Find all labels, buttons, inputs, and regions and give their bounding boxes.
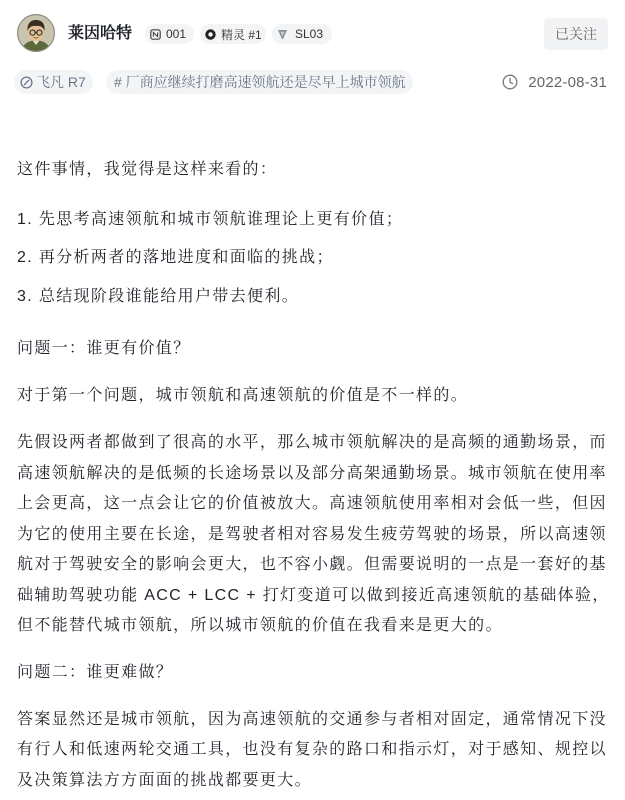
badge-elf-label: 精灵 #1 bbox=[221, 27, 262, 42]
question-one-paragraph-2: 先假设两者都做到了很高的水平，那么城市领航解决的是高频的通勤场景，而高速领航解决的是低频的长途场景以及部分高架通勤场景。城市领航在使用率上会更高，这一点会让它的价值被放大。高速领航使用率相对会低一些，但因为它的使用主要在长途，是驾驶者相对容易发生疲劳驾驶的场景，所以高速领航对于驾驶安全的影响会更大，也不容小觑。但需要说明的一点是一套好的基础辅助驾驶功能 ACC + LCC + 打灯变道可以做到接近高速领航的基础体验，但不能替代城市领航，所以城市领航的价值在我看来是更大的。 bbox=[17, 434, 610, 635]
car-series-label: 飞凡 R7 bbox=[36, 74, 86, 90]
shield-icon bbox=[277, 29, 288, 40]
badge-elf[interactable] bbox=[200, 24, 266, 44]
avatar[interactable] bbox=[17, 14, 55, 52]
car-series-icon bbox=[20, 76, 33, 89]
author-badges bbox=[145, 24, 332, 44]
follow-button[interactable]: 已关注 bbox=[544, 18, 608, 50]
car-series-tag[interactable] bbox=[14, 70, 93, 94]
badge-level[interactable] bbox=[272, 24, 332, 44]
topic-tag[interactable] bbox=[106, 70, 413, 94]
question-one-paragraph-1: 对于第一个问题，城市领航和高速领航的价值是不一样的。 bbox=[17, 386, 469, 404]
steps-list bbox=[17, 205, 615, 313]
question-two-heading: 问题二：谁更难做？ bbox=[17, 663, 174, 681]
topic-label: # 厂商应继续打磨高速领航还是尽早上城市领航 bbox=[114, 74, 406, 90]
elf-ring-icon bbox=[205, 29, 216, 40]
badge-level-label: SL03 bbox=[295, 27, 324, 41]
number-badge-icon bbox=[150, 29, 161, 40]
date-text: 2022-08-31 bbox=[528, 73, 607, 91]
badge-number[interactable] bbox=[145, 24, 194, 44]
question-two-paragraph-1: 答案显然还是城市领航，因为高速领航的交通参与者相对固定，通常情况下没有行人和低速两轮交通工具，也没有复杂的路口和指示灯，对于感知、规控以及决策算法方方面面的挑战都要更大。 bbox=[17, 710, 607, 789]
author-name[interactable]: 莱因哈特 bbox=[68, 25, 133, 42]
post-date bbox=[502, 70, 607, 94]
post-content bbox=[17, 155, 615, 797]
question-one-heading: 问题一：谁更有价值？ bbox=[17, 339, 191, 357]
list-item: 3. 总结现阶段谁能给用户带去便利。 bbox=[17, 287, 300, 305]
badge-number-label: 001 bbox=[166, 27, 187, 41]
list-item: 1. 先思考高速领航和城市领航谁理论上更有价值； bbox=[17, 210, 404, 228]
clock-icon bbox=[502, 74, 518, 90]
intro-paragraph: 这件事情，我觉得是这样来看的： bbox=[17, 160, 278, 178]
list-item: 2. 再分析两者的落地进度和面临的挑战； bbox=[17, 249, 334, 267]
